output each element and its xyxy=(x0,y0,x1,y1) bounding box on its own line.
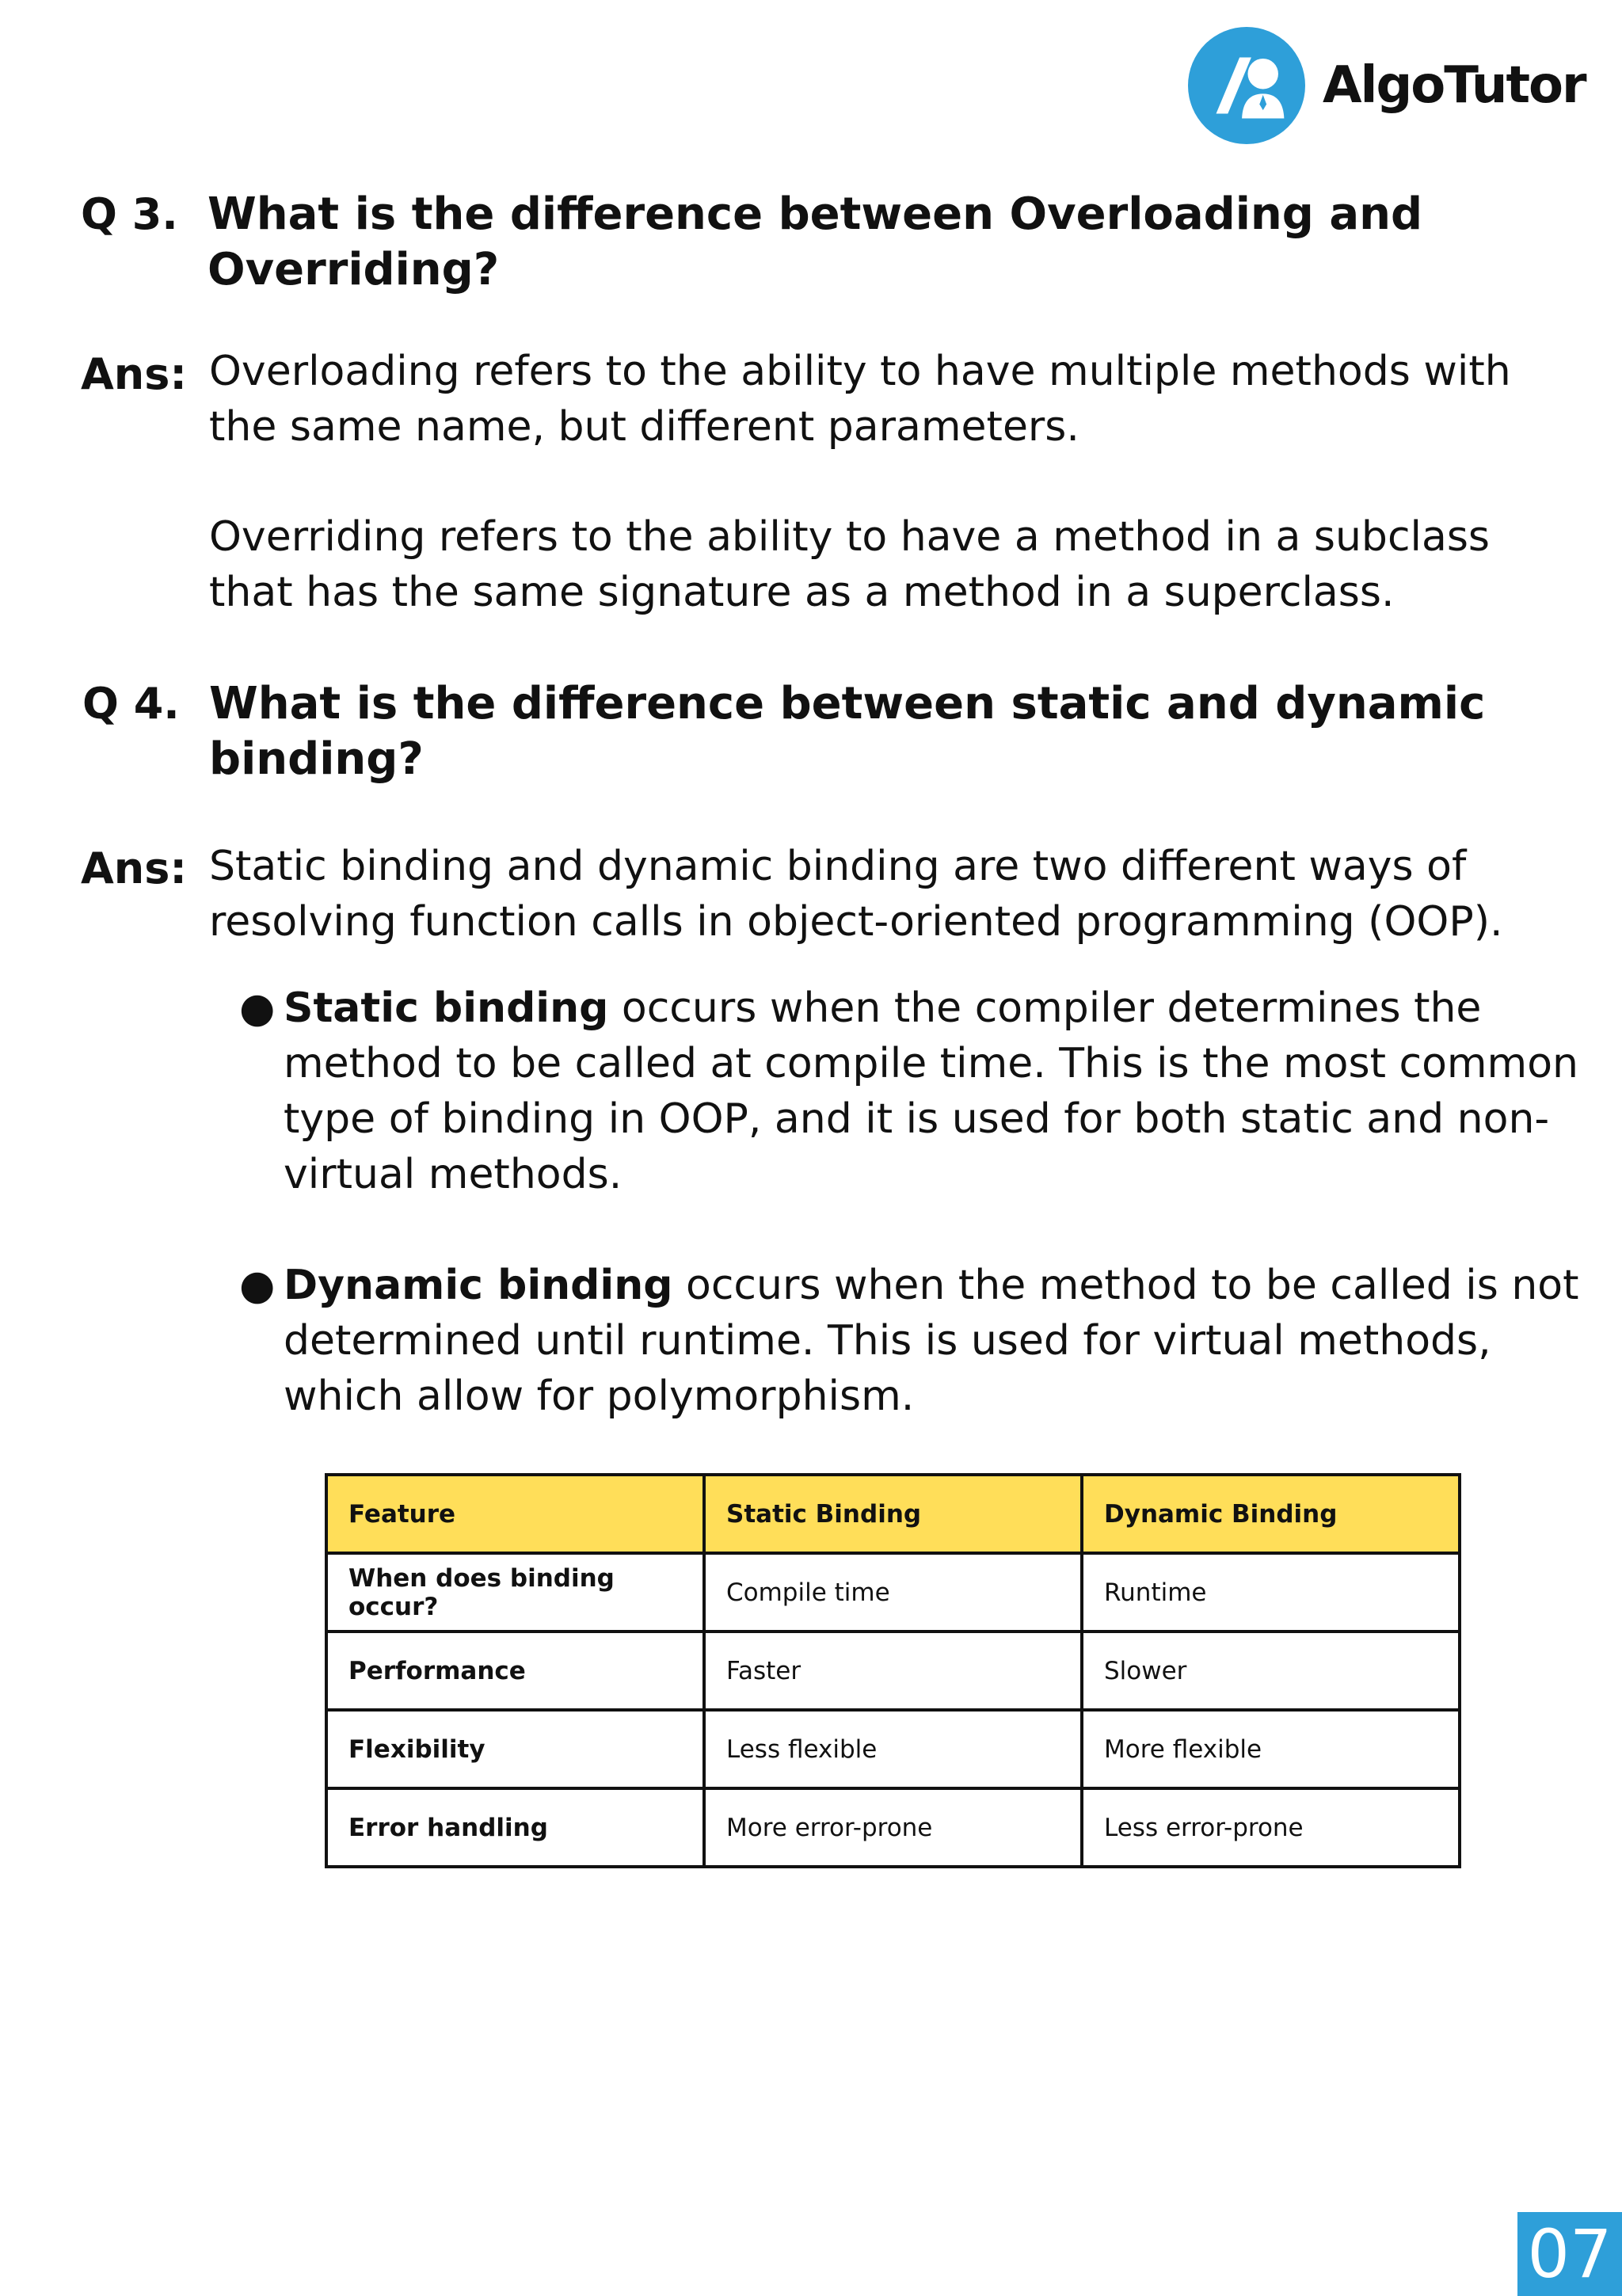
binding-bullet-list xyxy=(236,980,1610,1424)
bullet-text: occurs when the compiler determines the xyxy=(608,984,1482,1032)
table-cell: Less error-prone xyxy=(1082,1788,1460,1867)
q3-ans-label: Ans: xyxy=(81,349,187,399)
bullet-dot-icon: ● xyxy=(239,1262,276,1309)
answer-line: resolving function calls in object-oriented programming (OOP). xyxy=(209,898,1503,946)
q4-question xyxy=(209,676,1555,787)
table-header: Feature xyxy=(326,1475,704,1553)
table-header: Static Binding xyxy=(704,1475,1082,1553)
table-cell: Less flexible xyxy=(704,1710,1082,1788)
table-cell: Runtime xyxy=(1082,1553,1460,1632)
table-cell: Faster xyxy=(704,1632,1082,1710)
table-header-row xyxy=(326,1475,1460,1553)
q3-answer-overriding xyxy=(209,509,1603,620)
table-cell: More flexible xyxy=(1082,1710,1460,1788)
q3-question xyxy=(208,187,1554,298)
q4-ans-label: Ans: xyxy=(81,843,187,893)
answer-line: Overloading refers to the ability to have multiple methods with xyxy=(209,348,1511,395)
q4-label: Q 4. xyxy=(82,679,180,729)
bullet-line: virtual methods. xyxy=(284,1151,623,1198)
q3-question-line: What is the difference between Overloading and xyxy=(208,188,1423,240)
q3-question-line: Overriding? xyxy=(208,244,500,295)
q3-label: Q 3. xyxy=(81,189,178,239)
table-cell-feature: Flexibility xyxy=(326,1710,704,1788)
bullet-static-binding xyxy=(236,980,1610,1202)
bullet-term: Dynamic binding xyxy=(284,1262,673,1309)
bullet-dynamic-binding xyxy=(236,1258,1610,1424)
q4-answer-intro xyxy=(209,839,1603,950)
answer-line: Overriding refers to the ability to have a method in a subclass xyxy=(209,513,1491,561)
table-row xyxy=(326,1632,1460,1710)
table-row xyxy=(326,1553,1460,1632)
table-cell-feature: Performance xyxy=(326,1632,704,1710)
brand-name: AlgoTutor xyxy=(1323,56,1586,115)
bullet-line: which allow for polymorphism. xyxy=(284,1373,915,1420)
bullet-term: Static binding xyxy=(284,984,609,1032)
bullet-dot-icon: ● xyxy=(239,984,276,1032)
q4-question-line: binding? xyxy=(209,733,424,785)
bullet-first-line xyxy=(284,980,1610,1036)
table-row xyxy=(326,1710,1460,1788)
table-cell-feature: Error handling xyxy=(326,1788,704,1867)
q4-question-line: What is the difference between static and dynamic xyxy=(209,678,1486,729)
bullet-text: occurs when the method to be called is not xyxy=(672,1262,1579,1309)
table-header: Dynamic Binding xyxy=(1082,1475,1460,1553)
q3-answer-overloading xyxy=(209,344,1603,455)
table-cell: Slower xyxy=(1082,1632,1460,1710)
table-cell-feature: When does binding occur? xyxy=(326,1553,704,1632)
table-row xyxy=(326,1788,1460,1867)
algotutor-logo-icon xyxy=(1188,27,1305,144)
bullet-line: type of binding in OOP, and it is used for both static and non- xyxy=(284,1095,1550,1143)
bullet-first-line xyxy=(284,1258,1610,1313)
bullet-line: method to be called at compile time. This is the most common xyxy=(284,1040,1578,1087)
binding-comparison-table xyxy=(325,1473,1461,1868)
bullet-line: determined until runtime. This is used for virtual methods, xyxy=(284,1317,1491,1365)
page-number: 07 xyxy=(1517,2212,1622,2296)
answer-line: Static binding and dynamic binding are two different ways of xyxy=(209,843,1467,890)
brand-logo xyxy=(1188,27,1586,144)
table-cell: More error-prone xyxy=(704,1788,1082,1867)
table-cell: Compile time xyxy=(704,1553,1082,1632)
answer-line: the same name, but different parameters. xyxy=(209,403,1079,451)
answer-line: that has the same signature as a method in a superclass. xyxy=(209,569,1395,616)
